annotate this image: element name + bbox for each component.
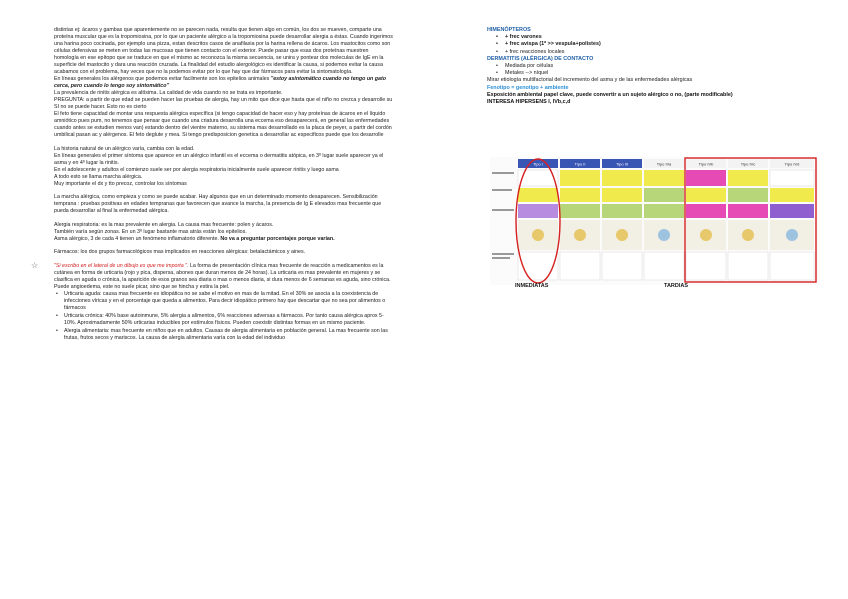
himenopteros-list	[487, 34, 817, 56]
row-label-line	[492, 172, 514, 174]
cell	[560, 188, 600, 202]
cell	[728, 188, 768, 202]
list-item: • Urticaria crónica: 40% base autoinmune, 5% alergia a alimentos, 6% reacciones adversas a fármacos. Por tanto causa alérgica aprox 5-10%. Aproximadamente 50% urticarias inducibles por estímulos físicos. Pueden coexistir distintas formas en un mismo paciente.	[64, 313, 394, 327]
urticaria-list	[54, 291, 394, 342]
cell	[560, 170, 600, 186]
dermatitis-list	[487, 63, 817, 77]
cell	[770, 170, 814, 186]
cell	[518, 252, 558, 280]
himenopteros-title: HIMENÓPTEROS	[487, 27, 531, 33]
header-label: Tipo IVc	[740, 161, 756, 167]
cell	[644, 170, 684, 186]
list-item: • + frec reacciones locales	[505, 49, 817, 56]
paragraph-dx: Muy importante el dx y tto precoz, controlar los síntomas	[54, 180, 187, 187]
paragraph-prevalencia: La prevalencia de rinitis alérgica es altísima. La calidad de vida cuando no se trata es importante.	[54, 90, 283, 96]
cell	[728, 204, 768, 218]
cell	[602, 252, 642, 280]
paragraph-respiratoria: Alergia respiratoria: es la mas prevalente en alergia. La causa mas frecuente: polen y ácaros.	[54, 221, 274, 228]
paragraph-marcha: A todo esto se llama marcha alérgica.	[54, 173, 143, 180]
left-column	[31, 27, 394, 343]
row-label-line	[492, 189, 512, 191]
paragraph-marcha-alergica: La marcha alérgica, como empieza y como se puede acabar. Hay algunos que en un determinado momento desaparecen. Sensibilización temprana : pruebas positivas en edades tempranas que favorecen que avance la marcha, la presencia de Ig E elevados mas frecuente que pueda desarrollar al final la enfermedad alérgica.	[54, 194, 382, 214]
label-tardias: TARDIAS	[664, 283, 689, 289]
fenotipo-text: Fenotipo = genotipo + ambiente	[487, 84, 569, 91]
cell-drawing	[616, 229, 628, 241]
list-item: • Mediada por células	[505, 63, 817, 70]
cell	[728, 252, 768, 280]
cell	[644, 188, 684, 202]
cell	[518, 188, 558, 202]
paragraph-adolescente: En el adolescente y adultos el comienzo suele ser por alergia respiratoria inicialmente suele aparecer rinitis y luego asma	[54, 166, 339, 173]
cell	[686, 252, 726, 280]
header-label: Tipo III	[615, 161, 629, 167]
dermatitis-title: DERMATITIS (ALÉRGICA) DE CONTACTO	[487, 55, 594, 62]
interesa-text: INTERESA HIPERSENS I, IVb,c,d	[487, 99, 571, 106]
cell-drawing	[700, 229, 712, 241]
hypersensitivity-figure	[490, 157, 820, 285]
cell	[602, 170, 642, 186]
header-label: Tipo IVb	[698, 161, 714, 167]
paragraph-pregunta: PREGUNTA: a partir de que edad se pueden hacer las pruebas de alergia, hay un mito que dice que hasta que el niño no crezca y desarrolle su SI no se puede hacer. Esto no es cierto	[54, 97, 393, 110]
cell	[644, 204, 684, 218]
row-label-line	[492, 253, 514, 255]
cell	[644, 252, 684, 280]
cell-drawing	[742, 229, 754, 241]
list-item: • + frec avispa (1º >> vespula+polistes)	[505, 41, 817, 48]
paragraph-feto: El feto tiene capacidad de montar una respuesta alérgica específica (si tengo capacidad de hacer eso y hay proteínas de ácaros en el líquido amniótico pues pum, no tenemos que pensar que cuando una criatura desarrolla una eccema eso desaparecerá, en general las enfermedades cuando antes se estudien menos van) estando dentro del vientre materno, su sistema mas desarrollado es la placa de peyer, a partir del cordón umbilical pasan ac y alérgenos. El feto deglute y mea. Si tengo predisposicion genetica a desarrollar ac especificos puede que los desarrolle	[54, 111, 392, 138]
cell	[770, 252, 814, 280]
cell	[770, 204, 814, 218]
paragraph-primer-sintoma: En líneas generales el primer síntoma que aparece en un alérgico infantil es el eccema o dermatitis atópica, en 3º lugar suele aparecer ya el asma y en 4º lugar la rinitis.	[54, 152, 384, 166]
list-item: • Urticaria aguda: causa mas frecuente es idiopática no se sabe el motivo en mas de la mitad. En el 30% se asocia a la coexistencia de infecciones víricas y en el porcentaje que queda a alimentos. Para decir idiopático primero hay que descartar que no sea por alimentos o fármacos	[64, 291, 394, 312]
list-item: • Alergia alimentaria: mas frecuente en niños que en adultos. Causas de alergia alimentaria en población general. La mas frecuente son las frutas, frutos secos y mariscos. La causa de alergia alimentaria varía con la edad del individuo	[64, 328, 394, 342]
cell-drawing	[574, 229, 586, 241]
paragraph-asma: Asma alérgico, 3 de cada 4 tienen un fenómeno inflamatorio diferente. No va a preguntar porcentajes porque varían.	[54, 235, 335, 242]
header-label: Tipo I	[533, 161, 543, 167]
list-item: • + frec varones	[505, 34, 817, 41]
cell	[602, 204, 642, 218]
cell	[686, 170, 726, 186]
cell	[686, 204, 726, 218]
cell	[770, 188, 814, 202]
cell-drawing	[658, 229, 670, 241]
mirar-text: Mirar etiología multifactorial del incremento del asma y de las enfermedades alérgicas	[487, 77, 693, 84]
list-item: • Metales --> níquel	[505, 70, 817, 77]
paragraph-zonas: También varía según zonas. En un 3º lugar bastante mas atrás están los epitelios.	[54, 228, 247, 235]
right-column	[487, 27, 817, 106]
header-label: Tipo IVd	[784, 161, 800, 167]
exposicion-text: Exposición ambiental papel clave, puede convertir a un sujeto alérgico o no, (parte modificable)	[487, 91, 733, 98]
row-label-line	[492, 257, 510, 259]
paragraph-urticaria: ☆ "Si escribo en el lateral de un dibujo es que me importa ". La forma de presentación clínica mas frecuente de reacción a medicamentos es la cutánea en forma de urticaria (rojo y pica, dispersa, abones que duran menos de 24 horas). La urticaria es mas prevalente en mujeres y se clasifica en aguda o crónica, la aparición de esos granos sea diaria o mas o menos diaria, si dura menos de 6 semanas es aguda, sino crónica. Puede angioedema, este no suele picar, sino que se hincha y estira la piel.	[31, 260, 391, 290]
cell	[560, 252, 600, 280]
cell-drawing	[786, 229, 798, 241]
cell	[602, 188, 642, 202]
paragraph-historia: La historia natural de un alérgico varía, cambia con la edad.	[54, 145, 195, 152]
cell	[728, 170, 768, 186]
paragraph-farmacos: Fármacos: los dos grupos farmacológicos mas implicados en reacciones alérgicas: betalactámicos y aines.	[54, 249, 306, 255]
header-label: Tipo II	[574, 161, 586, 167]
paragraph-tropomiosina: distintas ej: ácaros y gambas que aparentemente no se parecen nada, resulta que tienen algo en común, los dos se mueven, comparte una proteína muscular que es la tropomiosina, por lo que un paciente alérgico a la tropomiosina puede desarrollar alergia a éstas. Cuando ingerimos una harina poco cocinada, por ejemplo una pizza, estan descritos casos de anafilaxia por la harina rellena de ácaros. Los mastocitos como son células defensivas se meten en todas las mucosas que tienen contacto con el exterior. Puede pasar que esas dos proteínas muestren homología en ese epítopo que se traduce en que el mismo ac reconozca la misma secuencia, se unira y pontear dos moleculas de IgE en la superficie del mastocito y dara una reacción cruzada. La finalidad del estudio alergológico es identificar la causa, si podemos evitar la causa acabamos con el problema, hay veces que no la podemos evitar por lo que hay que dar fármacos para evitar la sintomatología.	[54, 27, 393, 75]
row-label-line	[492, 209, 514, 211]
cell	[686, 188, 726, 202]
cell-drawing	[532, 229, 544, 241]
star-icon: ☆	[31, 260, 39, 270]
label-inmediatas: INMEDIATAS	[515, 283, 549, 289]
header-label: Tipo IVa	[656, 161, 672, 167]
cell	[518, 204, 558, 218]
cell	[560, 204, 600, 218]
paragraph-epitelios: En líneas generales los alérgenos que podemos evitar facilmente son los epitelios animales "estoy asintomático cuando no tengo un gato cerca, pero cuando lo tengo soy sintomático"	[54, 76, 386, 89]
